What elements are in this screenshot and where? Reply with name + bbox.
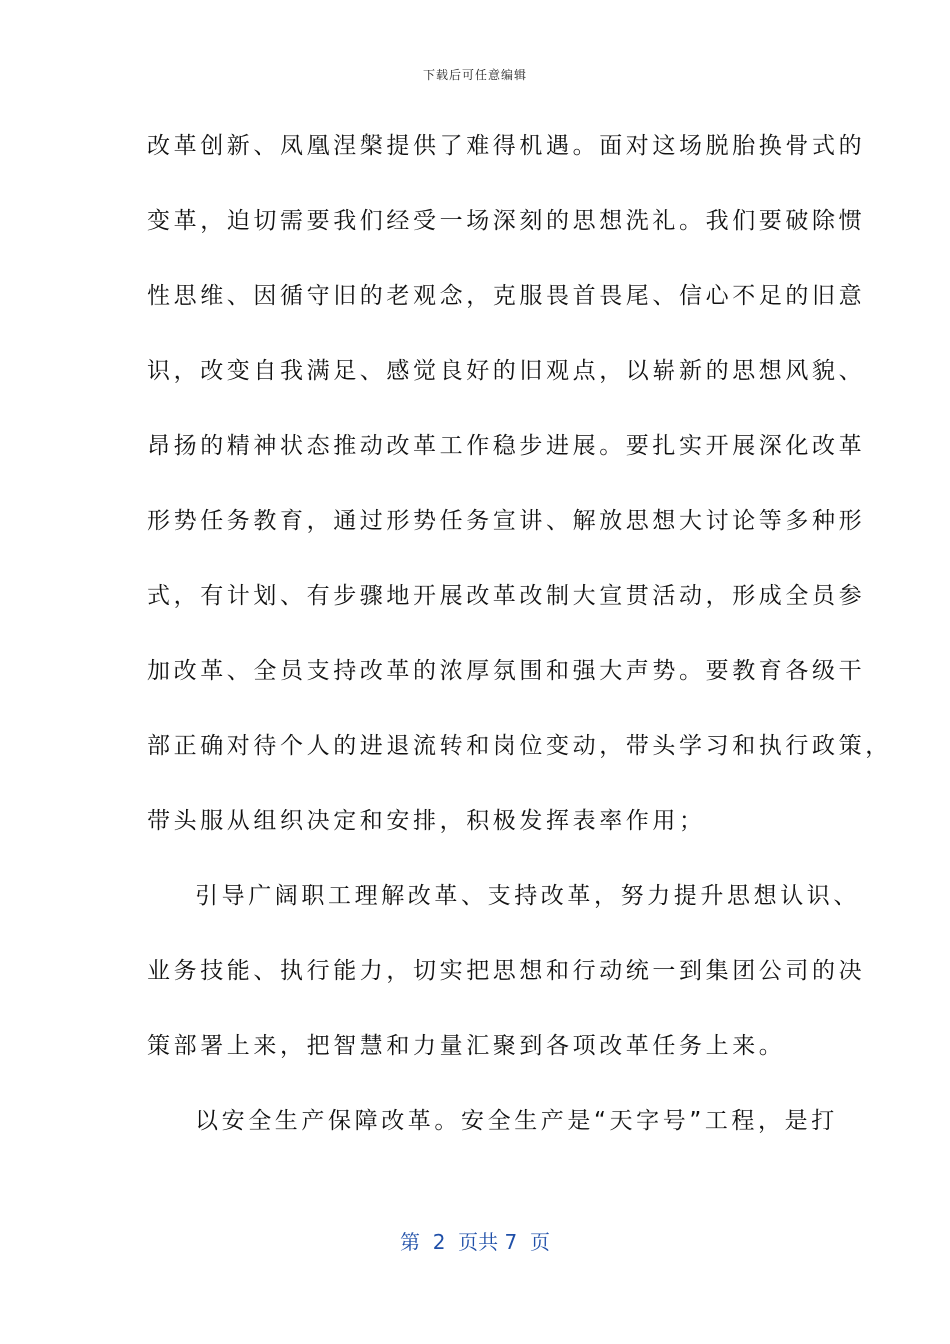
text-line: 改革创新、凤凰涅槃提供了难得机遇。面对这场脱胎换骨式的 [147,133,866,159]
text-line: 性思维、因循守旧的老观念，克服畏首畏尾、信心不足的旧意 [147,283,866,309]
text-line: 识，改变自我满足、感觉良好的旧观点，以崭新的思想风貌、 [147,358,866,384]
text-line: 业务技能、执行能力，切实把思想和行动统一到集团公司的决 [147,958,866,984]
page-header: 下载后可任意编辑 [422,68,527,82]
text-line: 策部署上来，把智慧和力量汇聚到各项改革任务上来。 [147,1033,786,1059]
document-body [147,124,892,1174]
text-line: 加改革、全员支持改革的浓厚氛围和强大声势。要教育各级干 [147,658,866,684]
text-line: 形势任务教育，通过形势任务宣讲、解放思想大讨论等多种形 [147,508,866,534]
text-line: 式，有计划、有步骤地开展改革改制大宣贯活动，形成全员参 [147,583,866,609]
text-line: 昂扬的精神状态推动改革工作稳步进展。要扎实开展深化改革 [147,433,866,459]
page-number-footer: 第 2 页共 7 页 [400,1230,550,1254]
text-line: 部正确对待个人的进退流转和岗位变动，带头学习和执行政策， [147,733,892,759]
text-line: 变革，迫切需要我们经受一场深刻的思想洗礼。我们要破除惯 [147,208,866,234]
text-line: 带头服从组织决定和安排，积极发挥表率作用； [147,808,706,834]
paragraph-start-line: 引导广阔职工理解改革、支持改革，努力提升思想认识、 [195,883,860,909]
paragraph-start-line: 以安全生产保障改革。安全生产是“天字号”工程，是打 [195,1108,838,1134]
